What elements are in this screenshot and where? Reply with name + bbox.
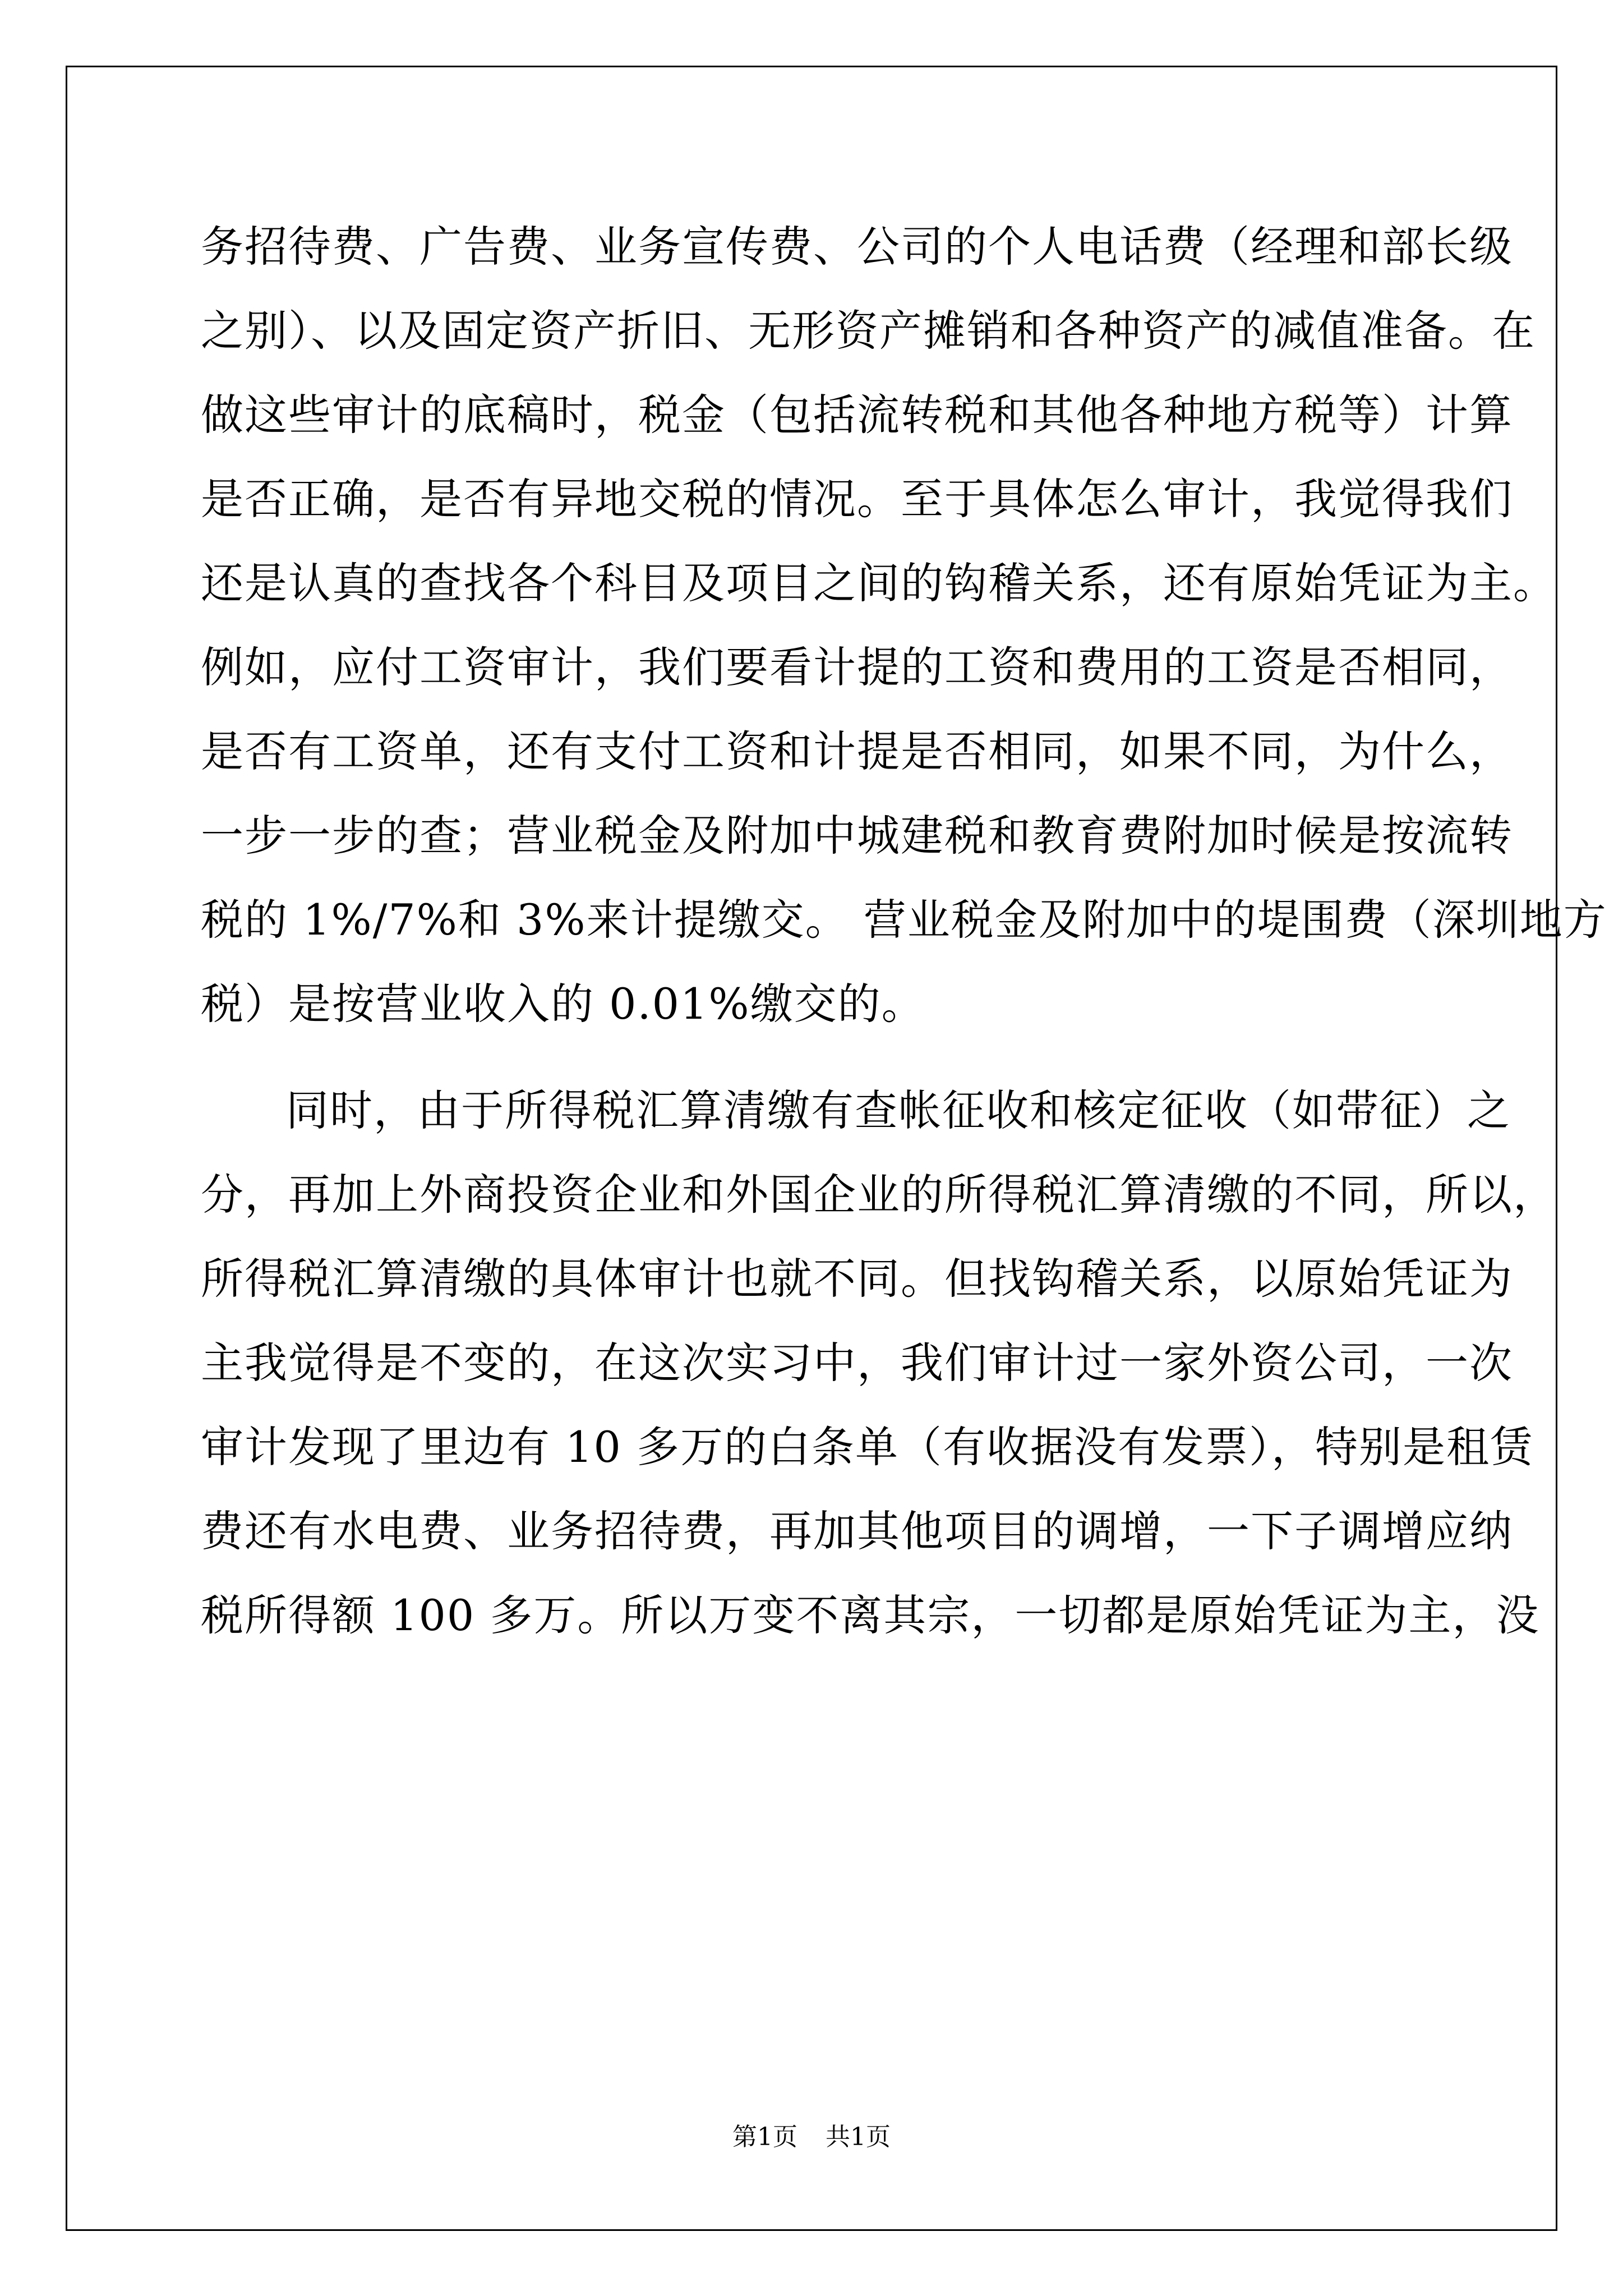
text-line: 分，再加上外商投资企业和外国企业的所得税汇算清缴的不同，所以， (201, 1170, 1557, 1220)
page-footer (0, 2120, 1623, 2154)
text-line: 一步一步的查；营业税金及附加中城建税和教育费附加时候是按流转 (201, 811, 1513, 861)
document-body (201, 205, 1607, 1658)
text-line: 所得税汇算清缴的具体审计也就不同。但找钩稽关系，以原始凭证为 (201, 1254, 1513, 1304)
page-number: 第1页 (732, 2123, 797, 2151)
paragraph-1 (201, 205, 1607, 1046)
text-line: 税）是按营业收入的 0.01%缴交的。 (201, 979, 925, 1029)
text-line: 是否正确，是否有异地交税的情况。至于具体怎么审计，我觉得我们 (201, 474, 1513, 524)
text-line: 费还有水电费、业务招待费，再加其他项目的调增，一下子调增应纳 (201, 1506, 1513, 1556)
text-line: 做这些审计的底稿时，税金（包括流转税和其他各种地方税等）计算 (201, 390, 1513, 440)
text-line: 审计发现了里边有 10 多万的白条单（有收据没有发票），特别是租赁 (201, 1422, 1534, 1472)
text-line: 还是认真的查找各个科目及项目之间的钩稽关系，还有原始凭证为主。 (201, 558, 1557, 608)
text-line: 税所得额 100 多万。所以万变不离其宗，一切都是原始凭证为主，没 (201, 1590, 1540, 1640)
text-line: 主我觉得是不变的，在这次实习中，我们审计过一家外资公司，一次 (201, 1338, 1513, 1388)
text-line: 是否有工资单，还有支付工资和计提是否相同，如果不同，为什么， (201, 726, 1513, 776)
text-line: 同时，由于所得税汇算清缴有查帐征收和核定征收（如带征）之 (286, 1085, 1511, 1135)
text-line: 例如，应付工资审计，我们要看计提的工资和费用的工资是否相同， (201, 642, 1513, 692)
text-line: 之别）、以及固定资产折旧、无形资产摊销和各种资产的减值准备。在 (201, 306, 1536, 356)
text-line: 税的 1%/7%和 3%来计提缴交。 营业税金及附加中的堤围费（深圳地方 (201, 895, 1607, 945)
page-total: 共1页 (826, 2123, 891, 2151)
text-line: 务招待费、广告费、业务宣传费、公司的个人电话费（经理和部长级 (201, 222, 1513, 272)
paragraph-2 (201, 1069, 1557, 1658)
